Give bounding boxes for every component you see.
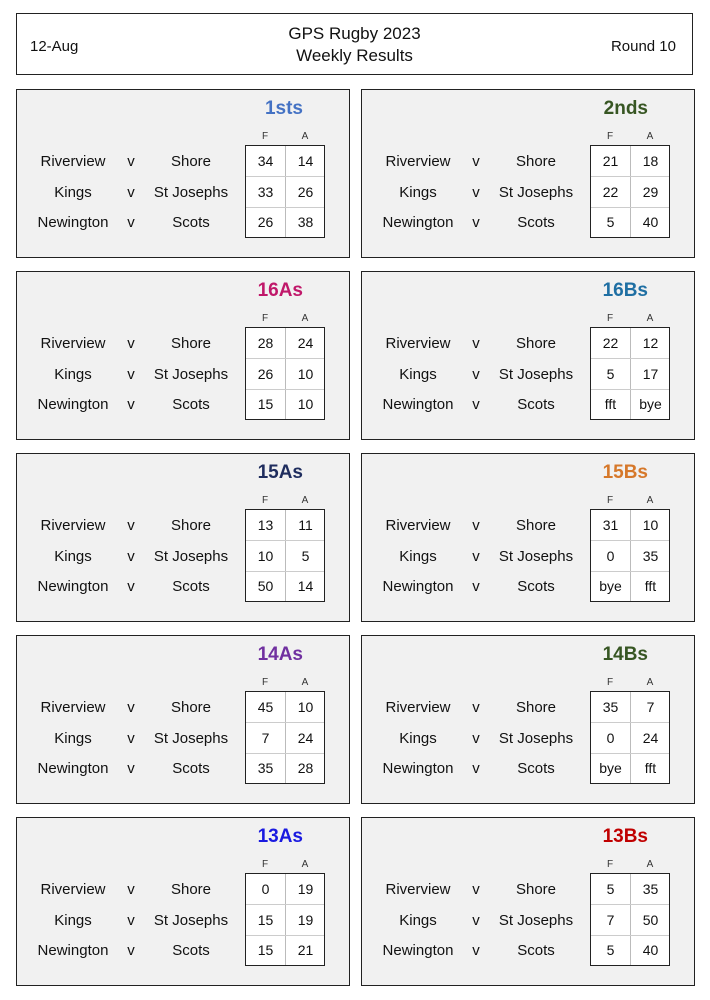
away-team: Shore (170, 335, 212, 352)
score-for: 10 (257, 547, 274, 564)
versus-label: v (472, 699, 480, 716)
score-against: 19 (297, 881, 314, 897)
score-against: 24 (297, 335, 314, 351)
for-header: F (261, 131, 269, 142)
grade-panel (16, 89, 350, 258)
away-team: Scots (517, 214, 555, 231)
away-team: Shore (515, 699, 557, 716)
versus-label: v (472, 578, 480, 595)
away-team: Shore (170, 881, 212, 898)
grade-panel (16, 817, 350, 986)
away-team: St Josephs (498, 912, 574, 929)
score-for: 22 (602, 335, 619, 351)
against-header: A (301, 859, 309, 870)
home-team: Riverview (40, 699, 106, 716)
grade-title: 15As (257, 462, 303, 483)
home-team: Riverview (385, 517, 451, 534)
versus-label: v (472, 517, 480, 534)
versus-label: v (472, 730, 480, 747)
versus-label: v (127, 214, 135, 231)
grade-title: 16As (257, 280, 303, 301)
away-team: Shore (170, 153, 212, 170)
against-header: A (301, 495, 309, 506)
away-team: Scots (517, 760, 555, 777)
against-header: A (301, 313, 309, 324)
versus-label: v (472, 881, 480, 898)
score-against: 10 (642, 517, 659, 533)
score-against: 19 (297, 911, 314, 928)
away-team: Scots (172, 760, 210, 777)
score-for: 7 (606, 911, 615, 928)
for-header: F (606, 495, 614, 506)
versus-label: v (127, 366, 135, 383)
score-for: 0 (606, 547, 615, 564)
date-label: 12-Aug (30, 38, 79, 55)
score-table (590, 327, 670, 420)
versus-label: v (127, 760, 135, 777)
versus-label: v (127, 153, 135, 170)
score-for: 22 (602, 183, 619, 200)
for-header: F (261, 495, 269, 506)
score-against: 35 (642, 547, 659, 564)
score-for: fft (604, 396, 617, 412)
title-line-2: Weekly Results (296, 46, 413, 65)
away-team: Scots (172, 578, 210, 595)
away-team: St Josephs (153, 912, 229, 929)
score-against: 14 (297, 578, 314, 594)
grade-panel (361, 89, 695, 258)
home-team: Newington (37, 760, 109, 777)
score-for: 15 (257, 942, 274, 958)
home-team: Riverview (385, 335, 451, 352)
versus-label: v (127, 912, 135, 929)
grade-panel (361, 635, 695, 804)
score-table (245, 873, 325, 966)
away-team: Scots (517, 396, 555, 413)
against-header: A (646, 677, 654, 688)
for-header: F (261, 313, 269, 324)
grade-title: 14As (257, 644, 303, 665)
title-line-1: GPS Rugby 2023 (288, 24, 421, 43)
versus-label: v (127, 699, 135, 716)
score-against: 10 (297, 365, 314, 382)
score-against: 10 (297, 396, 314, 412)
for-header: F (606, 313, 614, 324)
score-table (245, 145, 325, 238)
home-team: Riverview (385, 881, 451, 898)
score-for: 33 (257, 183, 274, 200)
score-for: 21 (602, 153, 619, 169)
score-against: 29 (642, 183, 659, 200)
grade-panel (361, 453, 695, 622)
score-for: 26 (257, 214, 274, 230)
score-against: 14 (297, 153, 314, 169)
score-for: 0 (606, 729, 615, 746)
for-header: F (261, 859, 269, 870)
for-header: F (606, 131, 614, 142)
score-against: 28 (297, 760, 314, 776)
versus-label: v (127, 396, 135, 413)
home-team: Newington (382, 214, 454, 231)
away-team: Scots (172, 396, 210, 413)
away-team: Shore (515, 881, 557, 898)
grade-panel (16, 453, 350, 622)
versus-label: v (472, 548, 480, 565)
score-table (245, 327, 325, 420)
round-label: Round 10 (610, 38, 676, 55)
versus-label: v (472, 153, 480, 170)
away-team: Scots (517, 942, 555, 959)
score-against: 10 (297, 699, 314, 715)
grade-title: 13As (257, 826, 303, 847)
home-team: Kings (399, 548, 437, 565)
versus-label: v (127, 942, 135, 959)
score-table (245, 509, 325, 602)
away-team: Shore (515, 335, 557, 352)
against-header: A (646, 859, 654, 870)
score-against: 11 (298, 517, 313, 533)
home-team: Kings (399, 730, 437, 747)
away-team: Shore (515, 153, 557, 170)
score-for: 45 (257, 699, 274, 715)
home-team: Newington (382, 760, 454, 777)
score-for: 15 (257, 396, 274, 412)
home-team: Kings (399, 912, 437, 929)
versus-label: v (127, 578, 135, 595)
score-against: 21 (297, 942, 314, 958)
home-team: Kings (54, 912, 92, 929)
home-team: Newington (382, 578, 454, 595)
grade-title: 2nds (603, 98, 648, 119)
home-team: Riverview (40, 881, 106, 898)
away-team: St Josephs (153, 184, 229, 201)
score-for: 5 (606, 214, 615, 230)
score-for: 35 (602, 699, 619, 715)
score-against: fft (644, 760, 657, 776)
home-team: Newington (382, 942, 454, 959)
home-team: Riverview (385, 699, 451, 716)
score-against: 50 (642, 911, 659, 928)
score-for: 15 (257, 911, 274, 928)
score-against: 38 (297, 214, 314, 230)
against-header: A (646, 495, 654, 506)
score-for: 0 (261, 881, 270, 897)
score-for: 35 (257, 760, 274, 776)
home-team: Newington (37, 396, 109, 413)
score-against: 5 (301, 547, 310, 564)
versus-label: v (472, 760, 480, 777)
score-for: 5 (606, 365, 615, 382)
away-team: Scots (172, 942, 210, 959)
versus-label: v (127, 184, 135, 201)
against-header: A (301, 677, 309, 688)
versus-label: v (472, 912, 480, 929)
score-for: 50 (257, 578, 274, 594)
score-against: 18 (642, 153, 659, 169)
score-against: 12 (642, 335, 659, 351)
away-team: St Josephs (498, 548, 574, 565)
away-team: St Josephs (498, 184, 574, 201)
versus-label: v (472, 184, 480, 201)
against-header: A (301, 131, 309, 142)
against-header: A (646, 131, 654, 142)
score-table (590, 691, 670, 784)
home-team: Kings (54, 548, 92, 565)
versus-label: v (127, 517, 135, 534)
away-team: St Josephs (498, 730, 574, 747)
for-header: F (261, 677, 269, 688)
page-title (17, 23, 692, 67)
grade-panel (16, 635, 350, 804)
score-table (590, 145, 670, 238)
home-team: Newington (37, 214, 109, 231)
versus-label: v (127, 548, 135, 565)
grade-panel (361, 817, 695, 986)
away-team: Shore (515, 517, 557, 534)
away-team: St Josephs (498, 366, 574, 383)
home-team: Kings (399, 184, 437, 201)
away-team: Scots (517, 578, 555, 595)
score-against: 24 (297, 729, 314, 746)
score-against: 35 (642, 881, 659, 897)
home-team: Kings (54, 366, 92, 383)
grade-title: 14Bs (602, 644, 648, 665)
grade-title: 1sts (264, 98, 303, 119)
home-team: Riverview (40, 517, 106, 534)
away-team: Shore (170, 517, 212, 534)
score-against: 24 (642, 729, 659, 746)
home-team: Riverview (385, 153, 451, 170)
versus-label: v (472, 366, 480, 383)
for-header: F (606, 859, 614, 870)
grade-title: 16Bs (602, 280, 648, 301)
grade-title: 15Bs (602, 462, 648, 483)
versus-label: v (127, 730, 135, 747)
against-header: A (646, 313, 654, 324)
away-team: St Josephs (153, 548, 229, 565)
score-against: 40 (642, 942, 659, 958)
score-against: bye (639, 396, 662, 412)
score-table (245, 691, 325, 784)
score-for: 5 (606, 881, 615, 897)
versus-label: v (472, 214, 480, 231)
away-team: Shore (170, 699, 212, 716)
score-against: 17 (642, 365, 659, 382)
away-team: Scots (172, 214, 210, 231)
score-for: 31 (602, 517, 619, 533)
home-team: Newington (37, 578, 109, 595)
score-for: bye (599, 578, 622, 594)
home-team: Newington (37, 942, 109, 959)
away-team: St Josephs (153, 730, 229, 747)
score-for: 28 (257, 335, 274, 351)
score-for: 7 (261, 729, 270, 746)
score-for: 26 (257, 365, 274, 382)
versus-label: v (127, 335, 135, 352)
for-header: F (606, 677, 614, 688)
score-against: 40 (642, 214, 659, 230)
score-against: fft (644, 578, 657, 594)
grade-panel (16, 271, 350, 440)
score-for: bye (599, 760, 622, 776)
away-team: St Josephs (153, 366, 229, 383)
score-table (590, 509, 670, 602)
home-team: Riverview (40, 153, 106, 170)
score-for: 13 (257, 517, 274, 533)
versus-label: v (472, 396, 480, 413)
home-team: Kings (399, 366, 437, 383)
home-team: Kings (54, 184, 92, 201)
home-team: Kings (54, 730, 92, 747)
grade-panel (361, 271, 695, 440)
score-against: 26 (297, 183, 314, 200)
score-against: 7 (646, 699, 655, 715)
home-team: Riverview (40, 335, 106, 352)
versus-label: v (472, 335, 480, 352)
score-table (590, 873, 670, 966)
score-for: 5 (606, 942, 615, 958)
grade-title: 13Bs (602, 826, 648, 847)
versus-label: v (472, 942, 480, 959)
home-team: Newington (382, 396, 454, 413)
results-header (16, 13, 693, 75)
score-for: 34 (257, 153, 274, 169)
versus-label: v (127, 881, 135, 898)
